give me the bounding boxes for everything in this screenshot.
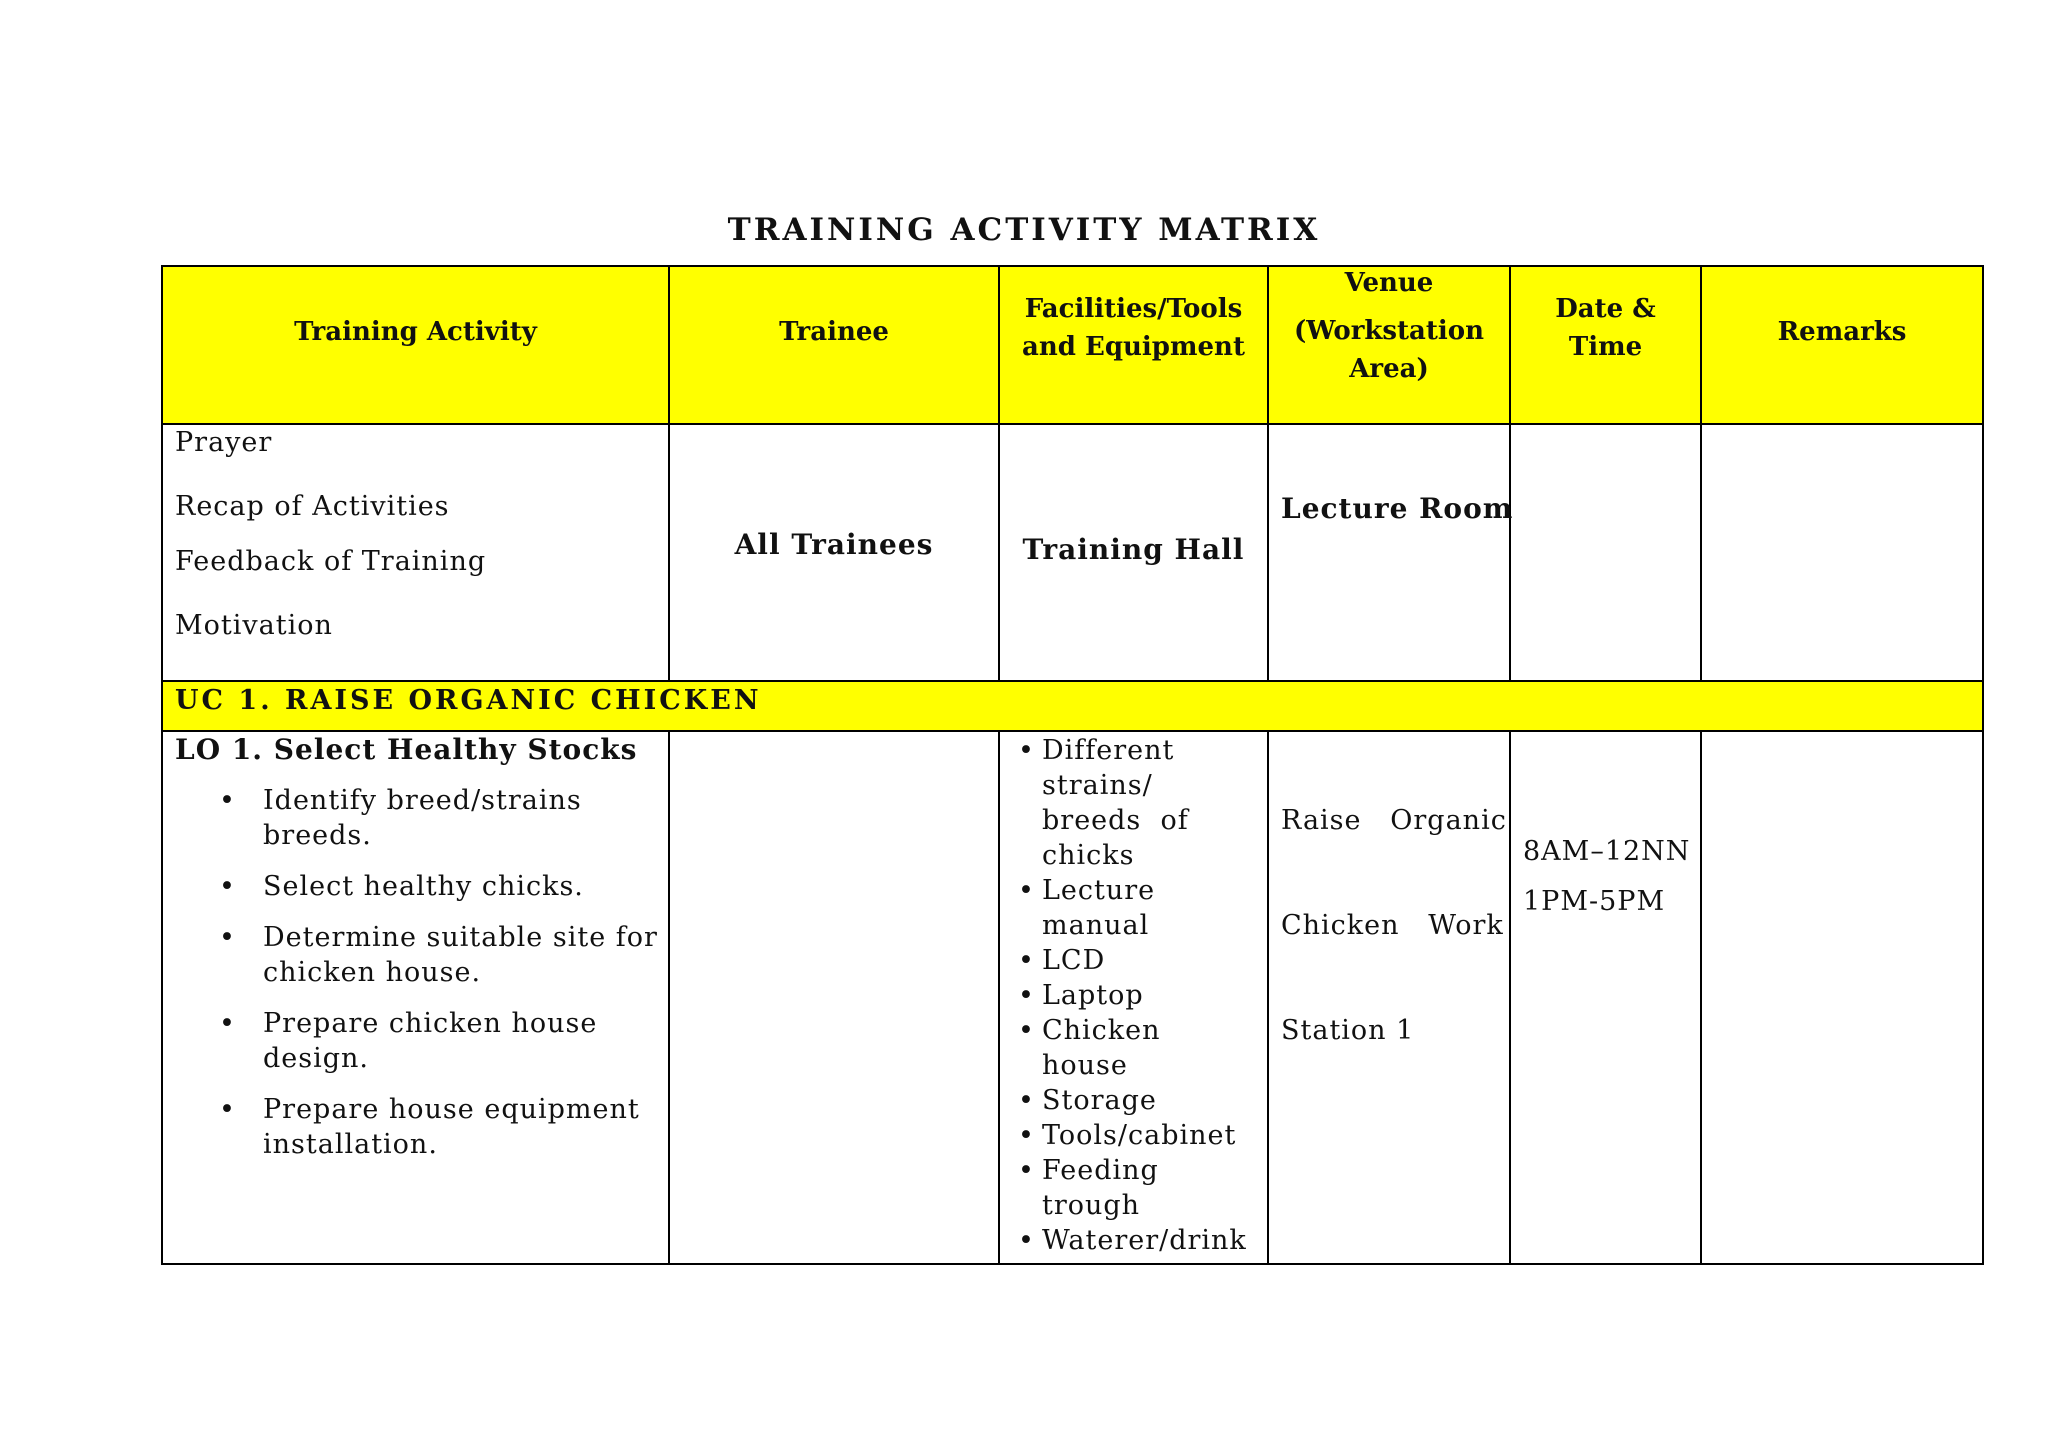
header-trainee: Trainee bbox=[779, 317, 889, 347]
list-item: • Tools/cabinet bbox=[1018, 1118, 1268, 1153]
list-item: • Waterer/drink bbox=[1018, 1223, 1268, 1258]
list-item: • Prepare house equipment installation. bbox=[219, 1092, 659, 1162]
time-morning: 8AM–12NN bbox=[1523, 836, 1691, 867]
list-item: • Feeding trough bbox=[1018, 1153, 1268, 1223]
header-training-activity: Training Activity bbox=[294, 317, 537, 347]
header-remarks: Remarks bbox=[1777, 317, 1907, 347]
list-item: • LCD bbox=[1018, 943, 1268, 978]
activity-prayer: Prayer bbox=[175, 427, 273, 458]
list-item: • Storage bbox=[1018, 1083, 1268, 1118]
header-facilities: Facilities/Tools and Equipment bbox=[1022, 294, 1245, 362]
venue-value: Lecture Room bbox=[1281, 492, 1514, 525]
venue-workstation: Raise Organic Chicken Work Station 1 bbox=[1281, 805, 1507, 1046]
task-list bbox=[219, 783, 659, 1178]
facilities-value: Training Hall bbox=[1022, 533, 1245, 566]
activity-recap: Recap of Activities bbox=[175, 491, 450, 522]
facilities-list bbox=[1018, 733, 1268, 1258]
list-item: • Select healthy chicks. bbox=[219, 869, 659, 904]
list-item: • Laptop bbox=[1018, 978, 1268, 1013]
list-item: • Chicken house bbox=[1018, 1013, 1268, 1083]
list-item: • Identify breed/strains breeds. bbox=[219, 783, 659, 853]
list-item: • Lecture manual bbox=[1018, 873, 1268, 943]
list-item: • Different strains/ breeds of chicks bbox=[1018, 733, 1268, 873]
lo-title: LO 1. Select Healthy Stocks bbox=[175, 733, 638, 766]
time-afternoon: 1PM-5PM bbox=[1523, 886, 1666, 917]
activity-motivation: Motivation bbox=[175, 610, 333, 641]
list-item: • Prepare chicken house design. bbox=[219, 1006, 659, 1076]
header-date-time: Date & Time bbox=[1555, 294, 1656, 362]
trainee-value: All Trainees bbox=[734, 528, 934, 561]
activity-feedback: Feedback of Training bbox=[175, 546, 487, 577]
list-item: • Determine suitable site for chicken house. bbox=[219, 920, 659, 990]
header-venue: Venue (Workstation Area) bbox=[1293, 268, 1485, 384]
document-title: TRAINING ACTIVITY MATRIX bbox=[727, 212, 1321, 248]
section-title: UC 1. RAISE ORGANIC CHICKEN bbox=[175, 685, 762, 716]
